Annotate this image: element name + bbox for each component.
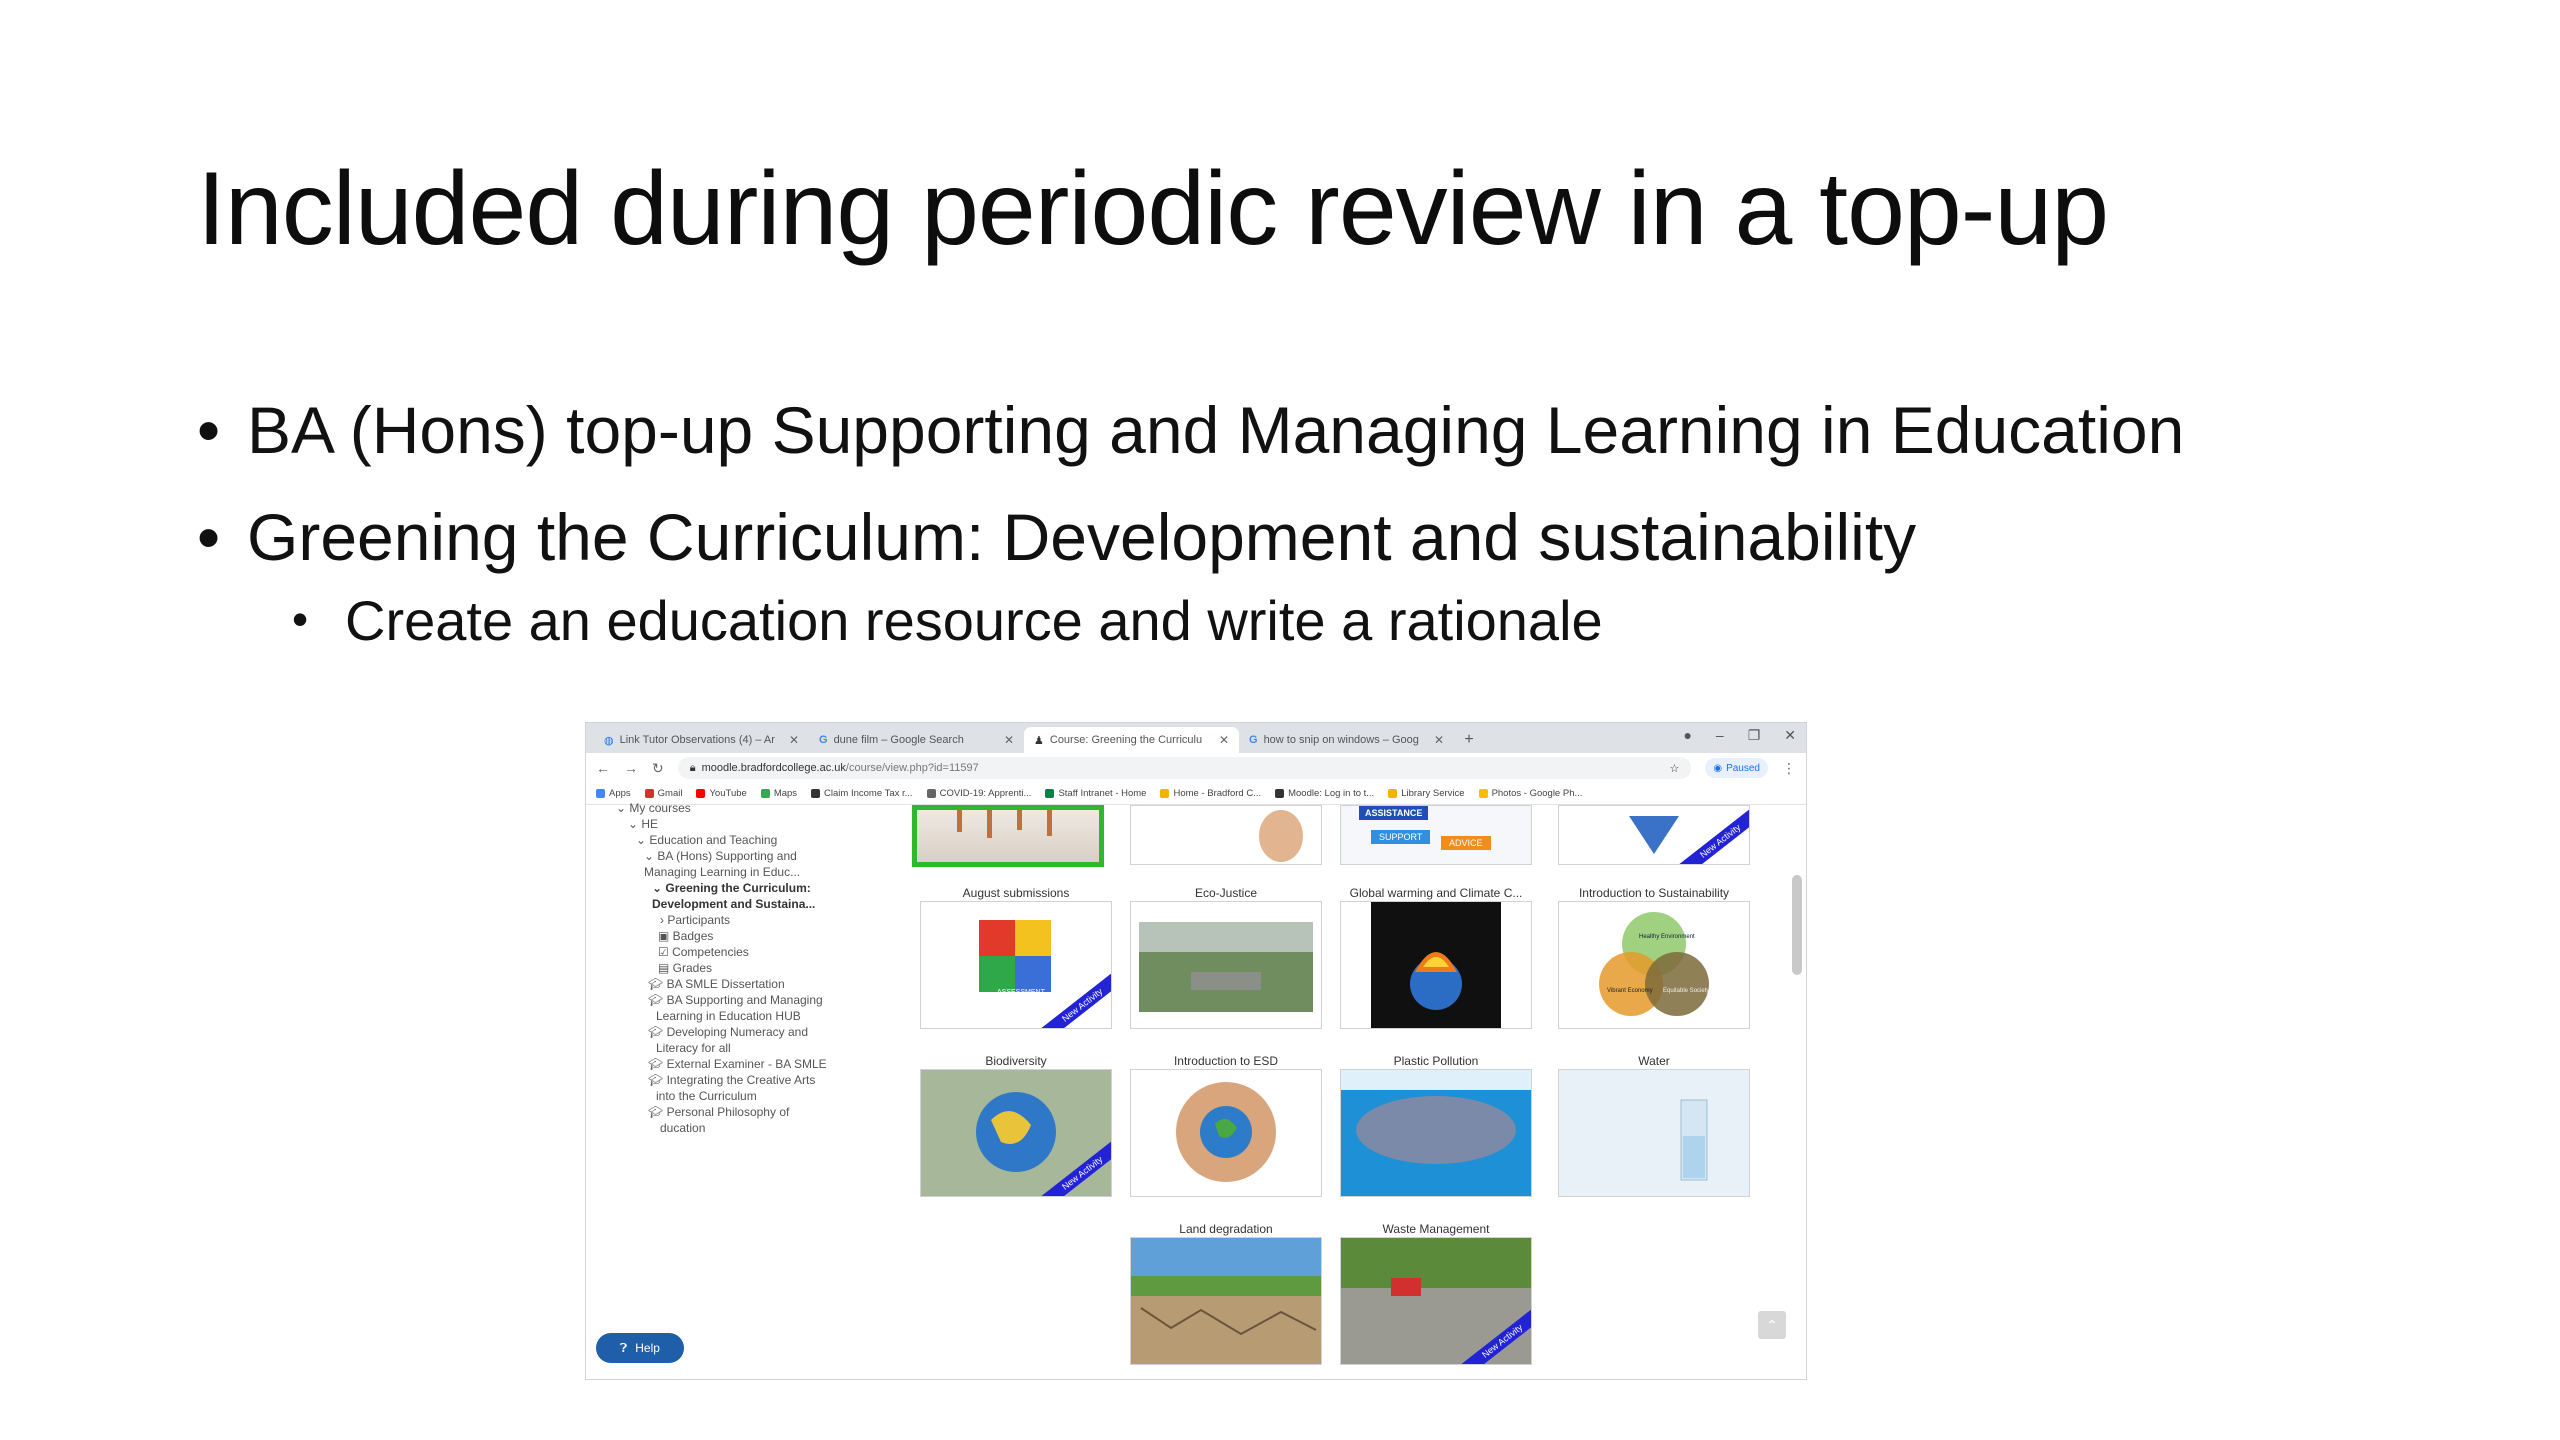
sidebar-item[interactable] (616, 801, 691, 815)
sidebar-item[interactable] (628, 817, 658, 831)
plastic-ocean-image (1341, 1070, 1531, 1196)
activity-tile[interactable] (1340, 805, 1532, 865)
browser-tab[interactable] (1239, 727, 1454, 753)
sidebar-item-label: My courses (629, 801, 691, 815)
activity-tile[interactable] (1558, 885, 1750, 1029)
sidebar-item[interactable] (648, 1105, 789, 1119)
activity-tile[interactable] (1558, 1053, 1750, 1197)
menu-icon[interactable]: ⋮ (1782, 759, 1796, 776)
checkbox-icon: ☑ (658, 945, 673, 959)
sidebar-item[interactable] (658, 945, 749, 959)
sidebar-item-label: Learning in Education HUB (656, 1009, 801, 1023)
graduation-cap-icon: 🎓︎ (648, 977, 667, 991)
pencils-image (917, 810, 1099, 862)
sidebar-item-label: Integrating the Creative Arts (666, 1073, 816, 1087)
browser-screenshot (585, 722, 1807, 1380)
slide-title: Included during periodic review in a top-up (197, 151, 2109, 267)
sidebar-item-label: Developing Numeracy and (666, 1025, 808, 1039)
activity-tile[interactable] (1130, 805, 1322, 865)
sidebar-item[interactable] (648, 993, 823, 1007)
bookmark-icon (596, 789, 605, 798)
sidebar-item-label: into the Curriculum (656, 1089, 757, 1103)
browser-tab[interactable] (594, 727, 809, 753)
graduation-cap-icon: 🎓︎ (648, 1073, 667, 1087)
sidebar-item-label: Personal Philosophy of (666, 1105, 790, 1119)
new-activity-ribbon: New Activity (1039, 969, 1112, 1029)
bookmark-icon (927, 789, 936, 798)
sidebar-item[interactable] (648, 1073, 815, 1087)
sidebar-item-label: Grades (672, 961, 713, 975)
moodle-icon: ♟ (1034, 734, 1044, 747)
bookmark-item[interactable] (596, 788, 631, 799)
tile-image[interactable] (1130, 1069, 1322, 1197)
activity-tile[interactable] (912, 805, 1104, 867)
sidebar-item[interactable] (656, 1089, 757, 1103)
profile-button[interactable] (1705, 758, 1768, 778)
hands-globe-image (1131, 1070, 1321, 1196)
tile-label: Introduction to Sustainability (1578, 886, 1730, 900)
back-to-top-button[interactable]: ⌃ (1758, 1311, 1786, 1339)
bookmark-item[interactable] (645, 788, 683, 799)
sub-bullet-text: Create an education resource and write a rationale (345, 589, 1603, 652)
bookmark-item[interactable] (1160, 788, 1261, 799)
close-icon[interactable]: ✕ (1218, 733, 1229, 747)
tab-bar (586, 723, 1806, 753)
tile-image[interactable] (1558, 805, 1750, 865)
tile-image[interactable] (1340, 1237, 1532, 1365)
burning-earth-image (1341, 902, 1531, 1028)
window-controls (1683, 727, 1796, 744)
browser-tab[interactable] (809, 727, 1024, 753)
media-icon[interactable]: ● (1683, 727, 1692, 743)
bookmark-label: Home - Bradford C... (1173, 788, 1262, 799)
tile-image[interactable] (1340, 1069, 1532, 1197)
bookmark-icon (696, 789, 705, 798)
lock-icon: 🔒︎ (689, 761, 696, 774)
tile-image[interactable] (1558, 901, 1750, 1029)
globe-icon: ◍ (604, 734, 614, 747)
bookmark-label: Claim Income Tax r... (824, 788, 913, 799)
bullet-item (197, 390, 2397, 470)
sidebar-item-label: BA SMLE Dissertation (666, 977, 785, 991)
sidebar-item[interactable] (648, 1025, 808, 1039)
tile-label: Global warming and Climate C... (1349, 886, 1523, 900)
bookmarks-bar (586, 783, 1806, 805)
bookmark-label: Gmail (657, 788, 683, 799)
bookmark-item[interactable] (1479, 788, 1583, 799)
activity-tile[interactable] (1130, 1221, 1322, 1365)
close-icon[interactable]: ✕ (1433, 733, 1444, 747)
avatar-icon: ◉ (1713, 762, 1723, 774)
bookmark-label: COVID-19: Apprenti... (939, 788, 1032, 799)
badge-icon: ▣ (658, 929, 673, 943)
google-icon: G (819, 734, 828, 746)
bookmark-item[interactable] (761, 788, 797, 799)
advice-badge: ADVICE (1441, 836, 1491, 850)
help-label: Help (635, 1341, 660, 1355)
chevron-down-icon: ⌄ (636, 833, 650, 847)
sub-bullet-marker: • (292, 593, 309, 645)
chevron-right-icon: › (660, 913, 668, 927)
tile-image[interactable] (912, 805, 1104, 867)
activity-grid (906, 805, 1786, 1380)
tile-image[interactable] (1130, 1237, 1322, 1365)
sidebar-item-label: BA Supporting and Managing (666, 993, 823, 1007)
tile-label: August submissions (962, 886, 1070, 900)
activity-tile[interactable] (920, 1053, 1112, 1197)
bookmark-item[interactable] (1388, 788, 1464, 799)
venn-label: Vibrant Economy (1607, 988, 1653, 994)
sidebar-item-label: Greening the Curriculum: (665, 881, 811, 895)
support-badge: SUPPORT (1371, 830, 1430, 844)
sidebar-item-label: Badges (672, 929, 714, 943)
close-icon[interactable]: ✕ (788, 733, 799, 747)
sub-bullet-item (197, 586, 2397, 656)
graduation-cap-icon: 🎓︎ (648, 1025, 667, 1039)
star-icon[interactable]: ☆ (1669, 762, 1680, 775)
graduation-cap-icon: 🎓︎ (648, 1105, 667, 1119)
tab-label: how to snip on windows – Goog (1263, 734, 1419, 746)
sidebar-item[interactable] (656, 1009, 801, 1023)
back-icon[interactable]: ← (596, 760, 610, 776)
scrollbar-thumb[interactable] (1792, 875, 1802, 975)
tile-image[interactable] (1130, 901, 1322, 1029)
bookmark-icon (811, 789, 820, 798)
bookmark-icon (761, 789, 770, 798)
tile-image[interactable] (1340, 805, 1532, 865)
sustainability-venn-image (1559, 902, 1749, 1028)
bullet-text: BA (Hons) top-up Supporting and Managing Learning in Education (247, 393, 2185, 467)
tile-label: Introduction to ESD (1173, 1054, 1279, 1068)
tile-label: Land degradation (1179, 1222, 1273, 1236)
bullet-marker: • (197, 393, 221, 467)
sidebar-item[interactable] (658, 961, 712, 975)
sidebar-item-label: HE (641, 817, 659, 831)
sidebar-item[interactable] (636, 833, 777, 847)
close-window-button[interactable]: ✕ (1784, 727, 1796, 743)
tile-label: Waste Management (1382, 1222, 1490, 1236)
sidebar-item-label: Competencies (672, 945, 749, 959)
tile-label: Water (1638, 1054, 1670, 1068)
tile-image[interactable] (1558, 1069, 1750, 1197)
activity-tile[interactable] (1340, 1221, 1532, 1365)
bookmark-icon (645, 789, 654, 798)
bookmark-label: Photos - Google Ph... (1491, 788, 1583, 799)
landscape-image (1131, 902, 1321, 1028)
new-tab-button[interactable]: + (1464, 731, 1474, 748)
forward-icon[interactable]: → (624, 760, 638, 776)
chevron-down-icon: ⌄ (616, 801, 630, 815)
chevron-down-icon: ⌄ (644, 849, 658, 863)
minimize-button[interactable]: – (1715, 727, 1724, 743)
tile-image[interactable] (1130, 805, 1322, 865)
assistance-badge: ASSISTANCE (1359, 806, 1428, 820)
tab-label: dune film – Google Search (833, 734, 964, 746)
sidebar-item-label: Participants (667, 913, 731, 927)
tile-image[interactable] (1340, 901, 1532, 1029)
tile-image[interactable] (920, 1069, 1112, 1197)
sidebar-item[interactable] (644, 849, 797, 863)
reload-icon[interactable]: ↻ (652, 759, 664, 776)
graduation-cap-icon: 🎓︎ (648, 993, 667, 1007)
bullet-text: Greening the Curriculum: Development and sustainability (247, 500, 1917, 574)
url-input[interactable] (678, 757, 1692, 779)
table-icon: ▤ (658, 961, 673, 975)
bookmark-icon (1160, 789, 1169, 798)
sidebar-item[interactable] (660, 913, 730, 927)
sidebar-item[interactable] (658, 929, 713, 943)
graduation-cap-icon: 🎓︎ (648, 1057, 667, 1071)
water-glass-image (1559, 1070, 1749, 1196)
bookmark-label: Moodle: Log in to t... (1288, 788, 1375, 799)
sidebar-item-label: BA (Hons) Supporting and (657, 849, 797, 863)
tab-label: Course: Greening the Curriculu (1049, 734, 1203, 746)
bookmark-icon (1045, 789, 1054, 798)
sidebar-item[interactable] (652, 881, 811, 895)
url-domain: moodle.bradfordcollege.ac.uk (701, 762, 846, 774)
bookmark-icon (1479, 789, 1488, 798)
tile-image[interactable] (920, 901, 1112, 1029)
sidebar-item[interactable] (660, 1121, 705, 1135)
sidebar-item[interactable] (648, 977, 785, 991)
url-path: /course/view.php?id=11597 (845, 762, 979, 774)
sidebar-item[interactable] (644, 865, 800, 879)
activity-tile[interactable] (1130, 1053, 1322, 1197)
bookmark-label: Apps (609, 788, 631, 799)
venn-label: Equitable Society (1663, 988, 1710, 994)
bookmark-item[interactable] (811, 788, 913, 799)
bookmark-item[interactable] (1045, 788, 1146, 799)
scrollbar[interactable] (1792, 805, 1802, 1375)
hand-image (1131, 806, 1321, 864)
profile-status: Paused (1726, 762, 1760, 774)
course-navigation (598, 801, 888, 1379)
bookmark-label: Library Service (1401, 788, 1465, 799)
bullet-list (197, 390, 2397, 656)
activity-tile[interactable] (920, 885, 1112, 1029)
sidebar-item-label: Education and Teaching (649, 833, 778, 847)
sidebar-item-label: ducation (660, 1121, 706, 1135)
maximize-button[interactable]: ❐ (1747, 727, 1761, 743)
activity-tile[interactable] (1340, 885, 1532, 1029)
chevron-down-icon: ⌄ (652, 881, 666, 895)
cracked-land-image (1131, 1238, 1321, 1364)
new-activity-ribbon: New Activity (1039, 1137, 1112, 1197)
sidebar-item[interactable] (656, 1041, 731, 1055)
bookmark-icon (1275, 789, 1284, 798)
bookmark-label: Staff Intranet - Home (1058, 788, 1147, 799)
sidebar-item-label: External Examiner - BA SMLE (666, 1057, 827, 1071)
page-content (586, 801, 1806, 1379)
venn-label: Healthy Environment (1639, 934, 1695, 940)
sidebar-item[interactable] (652, 897, 815, 911)
sidebar-item-label: Development and Sustaina... (652, 897, 816, 911)
bookmark-label: Maps (773, 788, 798, 799)
bookmark-item[interactable] (696, 788, 746, 799)
help-icon: ❓︎ (620, 1340, 628, 1355)
tile-label: Plastic Pollution (1393, 1054, 1479, 1068)
help-button[interactable] (596, 1333, 684, 1363)
new-activity-ribbon: New Activity (1677, 805, 1750, 865)
tile-label: Eco-Justice (1194, 886, 1258, 900)
bookmark-item[interactable] (927, 788, 1032, 799)
close-icon[interactable]: ✕ (1003, 733, 1014, 747)
activity-tile[interactable] (1340, 1053, 1532, 1197)
google-icon: G (1249, 734, 1258, 746)
activity-tile[interactable] (1130, 885, 1322, 1029)
tile-label: Biodiversity (985, 1054, 1047, 1068)
sidebar-item[interactable] (648, 1057, 827, 1071)
bookmark-item[interactable] (1275, 788, 1374, 799)
sidebar-item-label: Literacy for all (656, 1041, 731, 1055)
new-activity-ribbon: New Activity (1459, 1305, 1532, 1365)
bullet-item (197, 497, 2397, 577)
sidebar-item-label: Managing Learning in Educ... (644, 865, 801, 879)
address-bar-row (586, 753, 1806, 783)
puzzle-label: ASSESSMENT (997, 989, 1045, 996)
browser-tab-active[interactable] (1024, 727, 1239, 753)
bookmark-icon (1388, 789, 1397, 798)
chevron-down-icon: ⌄ (628, 817, 642, 831)
bookmark-label: YouTube (709, 788, 747, 799)
bullet-marker: • (197, 500, 221, 574)
tab-label: Link Tutor Observations (4) – Ar (619, 734, 775, 746)
activity-tile[interactable] (1558, 805, 1750, 865)
